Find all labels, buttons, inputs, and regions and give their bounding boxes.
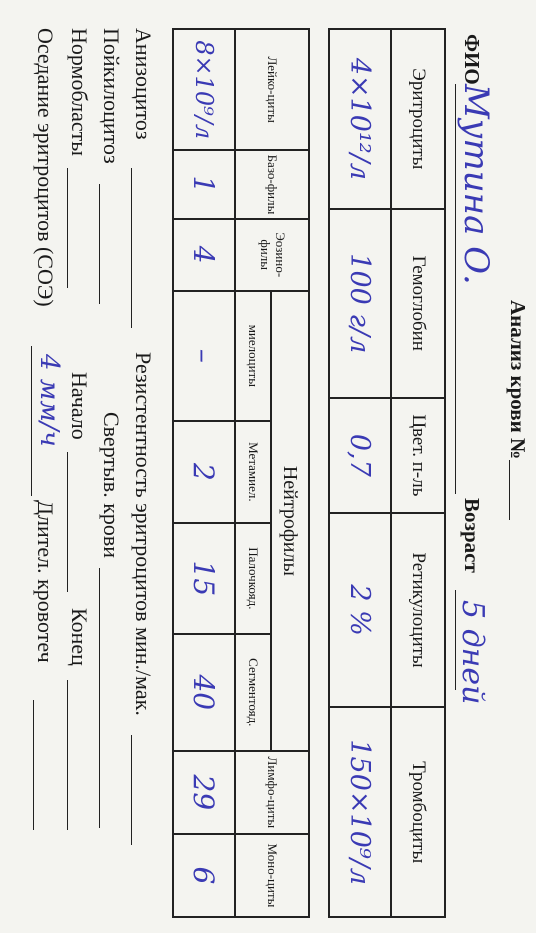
formula-header-row-1 — [271, 29, 309, 917]
value-basophils[interactable]: 1 — [173, 150, 235, 218]
poikilocytosis-line[interactable] — [99, 184, 100, 304]
coagulation-label: Свертыв. крови — [99, 412, 124, 559]
main-indices-value-row — [329, 29, 391, 917]
value-eosinophils[interactable]: 4 — [173, 219, 235, 291]
value-erythrocytes[interactable]: 4×10¹²/л — [329, 29, 391, 209]
header-reticulocytes: Ретикулоциты — [391, 513, 445, 708]
value-lymphocytes[interactable]: 29 — [173, 751, 235, 834]
header-eosinophils: Эозино-филы — [235, 219, 309, 291]
header-leukocytes: Лейко-циты — [235, 29, 309, 150]
main-indices-table — [328, 28, 446, 918]
fio-value[interactable]: Мутина О. — [456, 84, 496, 285]
leukocyte-formula-table — [172, 28, 310, 918]
age-value[interactable]: 5 дней — [455, 600, 490, 705]
header-color-index: Цвет. п-ль — [391, 398, 445, 513]
fio-label: ФИО — [460, 34, 484, 85]
header-hemoglobin: Гемоглобин — [391, 209, 445, 398]
fio-line — [455, 84, 456, 494]
age-line — [455, 590, 456, 690]
anisocytosis-line[interactable] — [131, 168, 132, 328]
value-leukocytes[interactable]: 8×10⁹/л — [173, 29, 235, 150]
header-monocytes: Моно-циты — [235, 834, 309, 917]
coagulation-line[interactable] — [99, 568, 100, 828]
value-myelocytes[interactable]: – — [173, 291, 235, 421]
esr-line — [31, 346, 32, 496]
normoblasts-label: Нормобласты — [67, 28, 92, 157]
resistance-line[interactable] — [131, 735, 132, 845]
header-band-neutrophils: Палочкояд. — [235, 523, 271, 634]
end-line[interactable] — [67, 680, 68, 830]
anisocytosis-label: Анизоцитоз — [131, 28, 156, 140]
header-neutrophils-group: Нейтрофилы — [271, 291, 309, 751]
header-metamyelocytes: Метамиел. — [235, 421, 271, 523]
header-myelocytes: миелоциты — [235, 291, 271, 421]
start-line[interactable] — [67, 452, 68, 592]
value-hemoglobin[interactable]: 100 г/л — [329, 209, 391, 398]
header-erythrocytes: Эритроциты — [391, 29, 445, 209]
poikilocytosis-label: Пойкилоцитоз — [99, 28, 124, 164]
value-band-neutrophils[interactable]: 15 — [173, 523, 235, 634]
end-label: Конец — [67, 608, 92, 666]
value-segmented-neutrophils[interactable]: 40 — [173, 634, 235, 751]
esr-label: Оседание эритроцитов (СОЭ) — [33, 28, 58, 307]
value-monocytes[interactable]: 6 — [173, 834, 235, 917]
normoblasts-line[interactable] — [67, 168, 68, 288]
form-title: Анализ крови № — [506, 300, 530, 460]
header-segmented-neutrophils: Сегментояд. — [235, 634, 271, 751]
bleeding-label: Длител. кровотеч — [33, 500, 58, 663]
start-label: Начало — [67, 372, 92, 440]
value-reticulocytes[interactable]: 2 % — [329, 513, 391, 708]
formula-value-row — [173, 29, 235, 917]
resistance-label: Резистентность эритроцитов мин./мак. — [131, 352, 156, 716]
form-number-line — [509, 460, 510, 520]
value-platelets[interactable]: 150×10⁹/л — [329, 707, 391, 917]
header-basophils: Базо-филы — [235, 150, 309, 218]
header-lymphocytes: Лимфо-циты — [235, 751, 309, 834]
esr-value[interactable]: 4 мм/ч — [34, 354, 64, 447]
header-platelets: Тромбоциты — [391, 707, 445, 917]
bleeding-line[interactable] — [33, 700, 34, 830]
value-color-index[interactable]: 0,7 — [329, 398, 391, 513]
main-indices-header-row — [391, 29, 445, 917]
age-label: Возраст — [460, 498, 484, 573]
value-metamyelocytes[interactable]: 2 — [173, 421, 235, 523]
